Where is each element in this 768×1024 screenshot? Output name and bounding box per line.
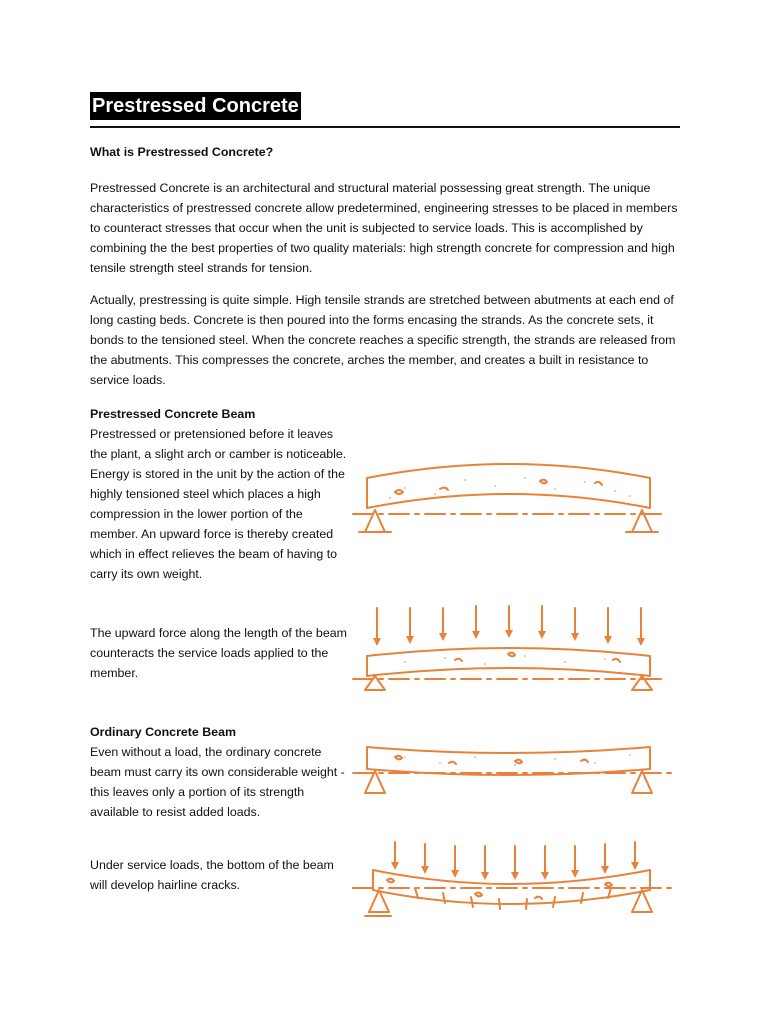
title-rule (90, 92, 680, 128)
prestressed-beam-figure (345, 458, 680, 538)
prestressed-beam-text: Prestressed or pretensioned before it leaves the plant, a slight arch or camber is noticeable. Energy is stored in the unit by the action of the highly tensioned steel which places a high compression in the lower portion of the member. An upward force is thereby created which in effect relieves the beam of having to carry its own weight. (90, 427, 347, 581)
paragraph-2: Actually, prestressing is quite simple. High tensile strands are stretched between abutments at each end of long casting beds. Concrete is then poured into the forms encasing the strands. As the concrete sets, it bonds to the tensioned steel. When the concrete reaches a specific strength, the strands are released from the abutments. This compresses the concrete, arches the member, and creates a built in resistance to service loads. (90, 293, 676, 387)
ordinary-beam-section (90, 722, 352, 822)
service-load-text: Under service loads, the bottom of the beam will develop hairline cracks. (90, 858, 334, 892)
loaded-prestressed-beam-figure (345, 600, 680, 692)
cracked-beam-figure (345, 838, 680, 920)
prestressed-beam-heading: Prestressed Concrete Beam (90, 407, 256, 421)
section-question: What is Prestressed Concrete? (90, 145, 274, 159)
paragraph-1: Prestressed Concrete is an architectural and structural material possessing great strength. The unique characteristics of prestressed concrete allow predetermined, engineering stresses to be placed in members to counteract stresses that occur when the unit is subjected to service loads. This is accomplished by combining the the best properties of two quality materials: high strength concrete for compression and high tensile strength steel strands for tension. (90, 181, 678, 275)
page-title: Prestressed Concrete (90, 92, 301, 120)
prestressed-beam-section (90, 404, 352, 584)
upward-force-section (90, 623, 352, 683)
service-load-section (90, 855, 352, 895)
upward-force-text: The upward force along the length of the beam counteracts the service loads applied to the member. (90, 626, 347, 680)
ordinary-beam-text: Even without a load, the ordinary concrete beam must carry its own considerable weight - this leaves only a portion of its strength available to resist added loads. (90, 745, 345, 819)
ordinary-beam-figure (345, 735, 680, 807)
ordinary-beam-heading: Ordinary Concrete Beam (90, 725, 236, 739)
